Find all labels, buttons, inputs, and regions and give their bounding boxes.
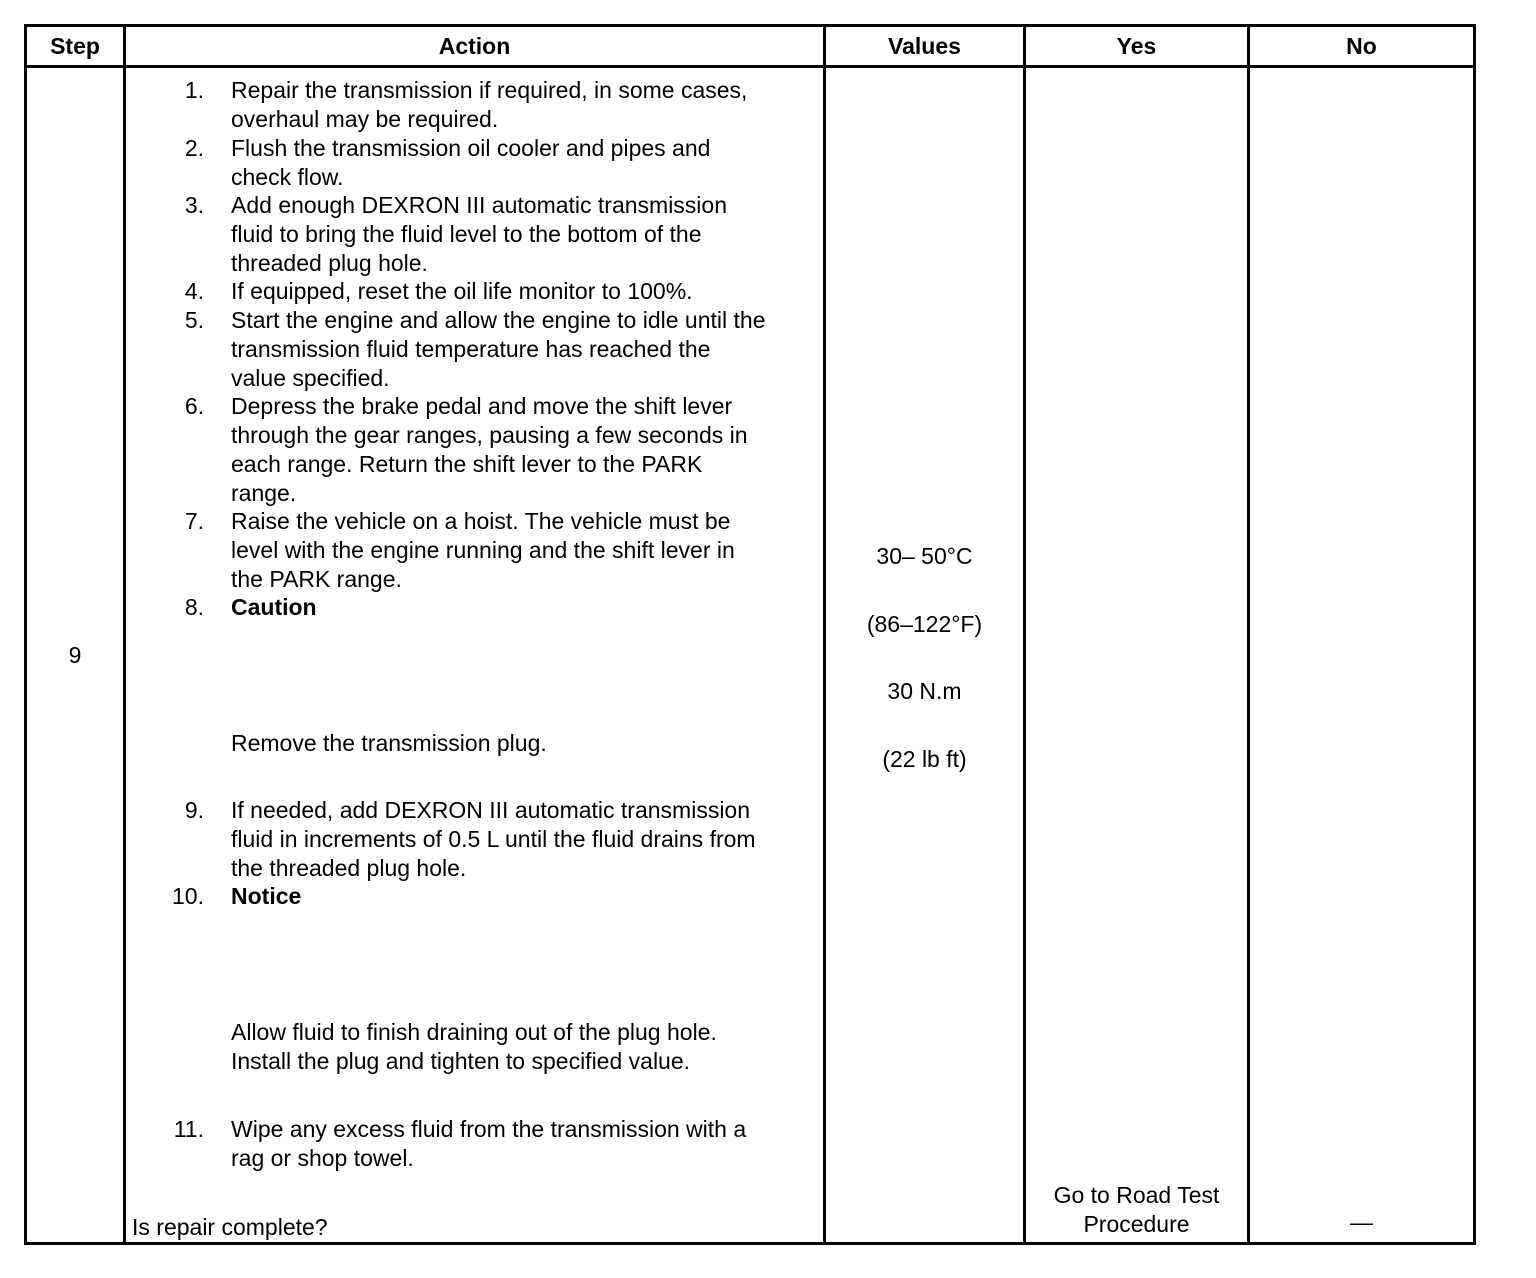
yes-link-road-test[interactable]: Go to Road Test Procedure (1053, 1182, 1220, 1237)
value-temp-fahrenheit: (86–122°F) (866, 611, 983, 637)
header-action: Action (125, 26, 825, 67)
header-values: Values (825, 26, 1025, 67)
repair-complete-question: Is repair complete? (132, 1214, 328, 1240)
value-torque-nm: 30 N.m (887, 678, 962, 704)
notice-heading: Notice (231, 883, 302, 909)
header-yes: Yes (1025, 26, 1249, 67)
yes-cell (1025, 67, 1249, 1244)
action-cell (125, 67, 825, 1244)
table-row (26, 67, 1475, 1244)
no-cell (1249, 67, 1475, 1244)
no-value: — (1350, 1209, 1373, 1235)
value-torque-lbft: (22 lb ft) (882, 746, 967, 772)
diagnostic-table (24, 24, 1476, 1245)
caution-heading: Caution (231, 594, 317, 620)
step-number: 9 (26, 67, 125, 1244)
header-step: Step (26, 26, 125, 67)
value-temp-celsius: 30– 50°C (876, 543, 973, 569)
values-cell (825, 67, 1025, 1244)
action-steps: 1. Repair the transmission if required, in some cases, overhaul may be required. 2. Flush the transmission oil cooler and pipes and check flow. 3. Add enough DEXRON III automatic transmission fluid to bring the fluid level to the bottom of the threaded plug hole. 4. If equipped, reset the oil life monitor to 100%. 5. Start the engine and allow the engine to idle until the transmission fluid temperature has reached the value specified. 6. Depress the brake pedal and move the shift lever through the gear ranges, pausing a few seconds in each range. Return the shift lever to the PARK range. 7. Raise the vehicle on a hoist. The vehicle must be level with the engine running and the shift lever in the PARK range. 8. Caution Remove the transmission plug. 9. If needed, add DEXRON III automatic transmission fluid in increments of 0.5 L until the fluid drains from the threaded plug hole. 10. Notice Allow fluid to finish draining out of the plug hole. Install the plug and tighten to specified value. 11. Wipe any excess fluid from the transmission with a rag or shop towel. Is repair complete? (126, 68, 823, 1242)
header-row (26, 26, 1475, 67)
header-no: No (1249, 26, 1475, 67)
